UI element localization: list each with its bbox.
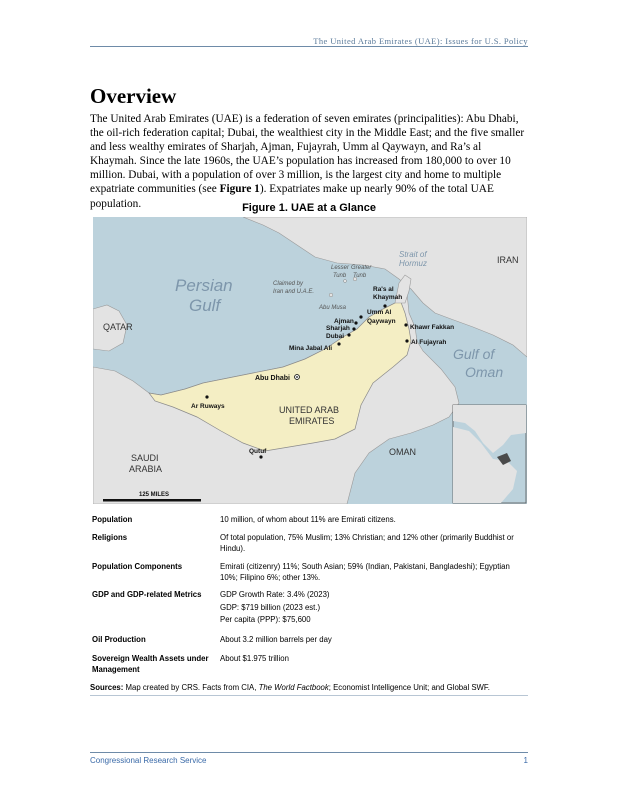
sources-label: Sources: [90, 683, 124, 692]
uae-map [93, 217, 527, 504]
facts-row-label: Sovereign Wealth Assets under Management [92, 654, 209, 674]
page-number: 1 [523, 756, 528, 765]
footer-rule [90, 752, 528, 753]
umm-al-qaywayn-label-1: Umm Al [367, 309, 392, 316]
sources-note [90, 683, 528, 692]
facts-value-line: 10 million, of whom about 11% are Emirati citizens. [220, 515, 396, 524]
saudi-label-1: SAUDI [131, 453, 159, 463]
lesser-tunb-island [344, 280, 347, 283]
al-fujayrah-label: Al Fujayrah [411, 339, 447, 346]
facts-value-line: About 3.2 million barrels per day [220, 635, 332, 644]
facts-row-label: GDP and GDP-related Metrics [92, 590, 202, 599]
scale-label: 125 MILES [139, 492, 170, 498]
ajman-label: Ajman [334, 318, 354, 325]
running-header: The United Arab Emirates (UAE): Issues for U.S. Policy [313, 36, 528, 46]
greater-tunb-label-1: Greater [351, 265, 372, 271]
iran-label: IRAN [497, 255, 519, 265]
facts-row-value [220, 635, 525, 648]
strait-label-2: Hormuz [399, 259, 428, 268]
abu-dhabi-capital-dot [296, 376, 298, 378]
mina-jabal-ali-label: Mina Jabal Ali [289, 345, 333, 352]
scale-bar [103, 499, 201, 502]
facts-row-label: Religions [92, 533, 128, 542]
dubai-label: Dubai [326, 333, 345, 340]
facts-value-line: Per capita (PPP): $75,600 [220, 615, 311, 624]
sources-italic-title: The World Factbook [258, 683, 329, 692]
footer-org: Congressional Research Service [90, 756, 207, 765]
facts-value-line: Emirati (citizenry) 11%; South Asian; 59% (Indian, Pakistani, Bangladeshi); Egyptian 10%; Filipino 6%; other 13%. [220, 562, 510, 582]
ar-ruways-marker [205, 395, 208, 398]
ajman-marker [354, 321, 357, 324]
facts-row-label: Population Components [92, 562, 183, 571]
gulf-of-oman-label-1: Gulf of [453, 346, 495, 362]
figure-title: Figure 1. UAE at a Glance [242, 202, 376, 214]
facts-value-line: GDP Growth Rate: 3.4% (2023) [220, 590, 330, 599]
dubai-marker [347, 333, 350, 336]
header-rule [90, 46, 528, 47]
saudi-label-2: ARABIA [129, 464, 163, 474]
lesser-tunb-label-1: Lesser [331, 265, 350, 271]
abu-musa-island [329, 293, 333, 297]
qutuf-marker [259, 455, 262, 458]
abu-musa-label: Abu Musa [319, 305, 347, 311]
qutuf-label: Qutuf [249, 448, 267, 455]
oman-label: OMAN [389, 447, 416, 457]
umm-al-qaywayn-label-2: Qaywayn [367, 318, 396, 325]
section-title: Overview [90, 84, 177, 108]
sharjah-marker [352, 327, 355, 330]
khawr-fakkan-marker [404, 323, 407, 326]
strait-label-1: Strait of [399, 250, 427, 259]
inset-locator-map [453, 405, 526, 503]
persian-gulf-label-2: Gulf [189, 296, 221, 315]
claimed-label-1: Claimed by [273, 281, 304, 287]
gulf-of-oman-label-2: Oman [465, 364, 504, 380]
khawr-fakkan-label: Khawr Fakkan [410, 324, 455, 331]
ras-al-khaymah-label-2: Khaymah [373, 294, 403, 301]
facts-value-line: GDP: $719 billion (2023 est.) [220, 602, 321, 612]
figure-reference[interactable]: Figure 1 [219, 183, 260, 196]
facts-row-value [220, 654, 525, 667]
umm-al-qaywayn-marker [359, 315, 362, 318]
facts-row-label: Oil Production [92, 635, 146, 644]
ar-ruways-label: Ar Ruways [191, 403, 225, 410]
qatar-label: QATAR [103, 322, 133, 332]
lesser-tunb-label-2: Tunb [333, 273, 347, 279]
facts-row-value [220, 590, 525, 628]
ras-al-khaymah-marker [383, 304, 386, 307]
ras-al-khaymah-label-1: Ra's al [373, 286, 394, 293]
uae-label-2: EMIRATES [289, 416, 335, 426]
sharjah-label: Sharjah [326, 325, 350, 332]
al-fujayrah-marker [405, 339, 408, 342]
persian-gulf-label-1: Persian [175, 276, 233, 295]
greater-tunb-label-2: Tunb [353, 273, 367, 279]
table-bottom-rule [90, 695, 528, 696]
uae-label-1: UNITED ARAB [279, 405, 340, 415]
overview-paragraph [90, 112, 530, 211]
paragraph-text-end: ). Expatriates make up nearly 90% of the total UAE population. [90, 183, 494, 210]
abu-dhabi-label: Abu Dhabi [255, 375, 290, 382]
facts-row-label: Population [92, 515, 133, 524]
paragraph-text-start: The United Arab Emirates (UAE) is a federation of seven emirates (principalities): Abu Dhabi, the oil-rich federation capital; Dubai, the wealthiest city in the Middle East; and the five smaller and less wealthy emirates of Sharjah, Ajman, Fujayrah, Umm al Qaywayn, and Ra’s al Khaymah. Since the late 1960s, the UAE’s population has increased from 180,000 to over 10 million. Dubai, with a population of over 3 million, is the largest city and home to multiple expatriate communities (see [90, 113, 525, 196]
sources-text-start: Map created by CRS. Facts from CIA, [123, 683, 259, 692]
facts-row-value [220, 562, 525, 585]
facts-value-line: About $1.975 trillion [220, 654, 289, 663]
mina-jabal-ali-marker [337, 342, 340, 345]
sources-text-end: ; Economist Intelligence Unit; and Global SWF. [328, 683, 490, 692]
facts-row-value [220, 533, 525, 556]
facts-row-value [220, 515, 525, 528]
claimed-label-2: Iran and U.A.E. [273, 289, 315, 295]
facts-value-line: Of total population, 75% Muslim; 13% Christian; and 12% other (primarily Buddhist or Hindu). [220, 533, 514, 553]
